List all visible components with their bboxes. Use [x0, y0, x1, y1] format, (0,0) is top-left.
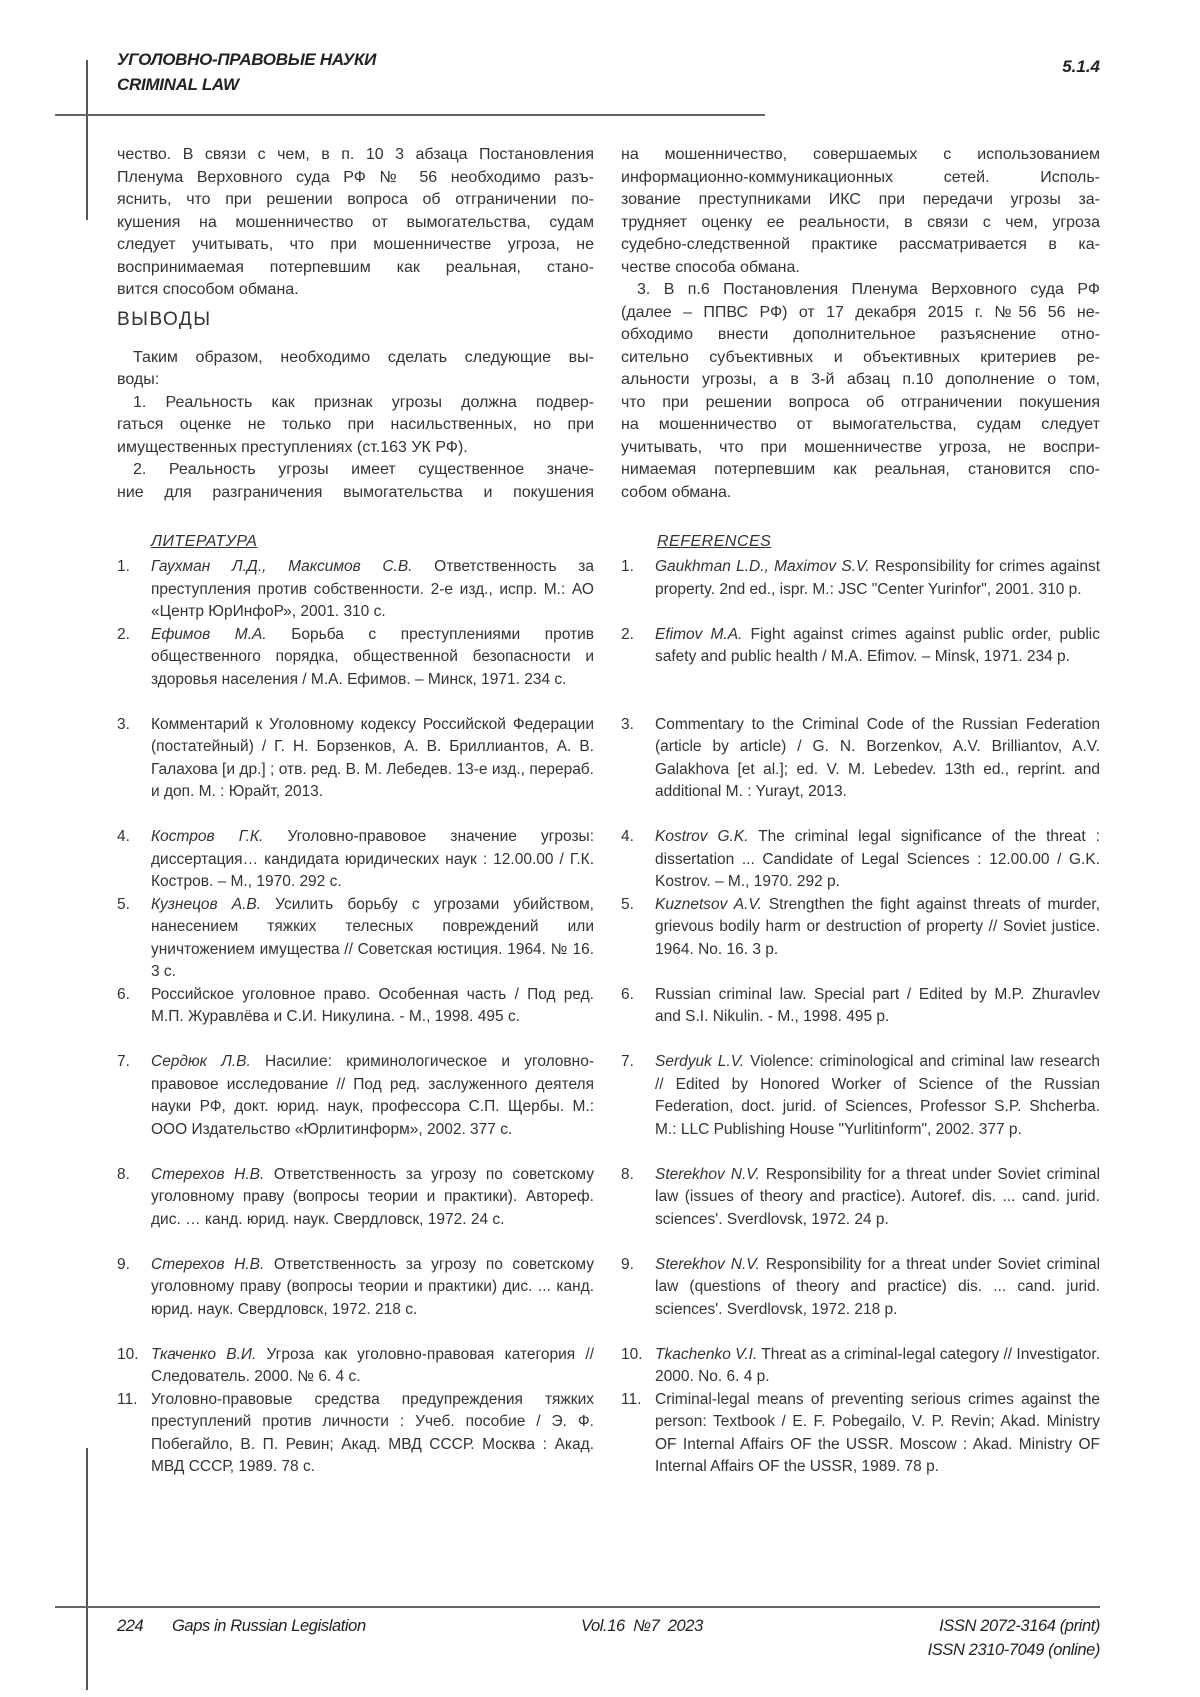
reference-author: Стерехов Н.В. [151, 1256, 264, 1273]
reference-number: 6. [621, 984, 655, 1052]
reference-author: Ефимов М.А. [151, 626, 267, 643]
reference-number: 6. [117, 984, 151, 1052]
reference-body: Responsibility for crimes against property. 2nd ed., ispr. M.: JSC "Center Yurinfor", 2001. 310 p. [655, 558, 1100, 598]
reference-number: 1. [621, 556, 655, 624]
text-line: следует учитывать, что при мошенничестве угроза, не [117, 234, 594, 257]
reference-author: Гаухман Л.Д., Максимов С.В. [151, 558, 412, 575]
section-heading: ВЫВОДЫ [117, 302, 594, 347]
reference-number: 9. [117, 1254, 151, 1344]
reference-body: Усилить борьбу с угрозами убийством, нанесением тяжких телесных повреждений или уничтожением имущества // Советская юстиция. 1964. № 16. 3 с. [151, 896, 594, 981]
reference-item-en [621, 1254, 1100, 1344]
reference-text [151, 1389, 594, 1502]
reference-body: Уголовно-правовое значение угрозы: диссертация… кандидата юридических наук : 12.00.00 / Г.К. Костров. – М., 1970. 292 с. [151, 828, 594, 890]
reference-text [655, 1344, 1100, 1389]
reference-number: 5. [117, 894, 151, 984]
reference-item-ru [117, 894, 594, 984]
reference-item-en [621, 624, 1100, 714]
reference-text [151, 894, 594, 984]
reference-text [655, 624, 1100, 714]
reference-text [655, 714, 1100, 827]
reference-body: Responsibility for a threat under Soviet criminal law (questions of theory and practice) dis. ... cand. jurid. sciences'. Sverdlovsk, 1972. 218 p. [655, 1256, 1100, 1318]
reference-text [655, 1164, 1100, 1254]
reference-item-ru [117, 556, 594, 624]
reference-item-en [621, 1344, 1100, 1389]
reference-item-en [621, 1164, 1100, 1254]
paragraph [621, 144, 1100, 279]
reference-text [151, 1344, 594, 1389]
reference-item-ru [117, 1051, 594, 1164]
reference-text [151, 984, 594, 1052]
paragraph [117, 144, 594, 302]
reference-body: Насилие: криминологическое и уголовно-правовое исследование // Под ред. заслуженного деятеля науки РФ, докт. юрид. наук, профессора С.П. Щербы. М.: ООО Издательство «Юрлитинформ», 2002. 377 с. [151, 1053, 594, 1138]
reference-number: 8. [117, 1164, 151, 1254]
text-line: зование преступниками ИКС при передачи угрозы за- [621, 189, 1100, 212]
text-line: честве способа обмана. [621, 257, 1100, 280]
paragraph [621, 279, 1100, 504]
text-line: воды: [117, 369, 594, 392]
reference-body: Ответственность за угрозу по советскому уголовному праву (вопросы теории и практики) дис. ... канд. юрид. наук. Свердловск, 1972. 218 с. [151, 1256, 594, 1318]
reference-number: 3. [621, 714, 655, 827]
reference-author: Serdyuk L.V. [655, 1053, 744, 1070]
text-line: обходимо внести дополнительное разъяснение отно- [621, 324, 1100, 347]
reference-text [151, 624, 594, 714]
journal-name: Gaps in Russian Legislation [172, 1617, 366, 1636]
reference-body: Fight against crimes against public order, public safety and public health / M.A. Efimov. – Minsk, 1971. 234 p. [655, 626, 1100, 666]
text-line: воспринимаемая потерпевшим как реальная, стано- [117, 257, 594, 280]
text-line: 1. Реальность как признак угрозы должна подвер- [117, 392, 594, 415]
section-code: 5.1.4 [1062, 57, 1100, 77]
text-line: альности угрозы, а в 3-й абзац п.10 дополнение о том, [621, 369, 1100, 392]
text-line: яснить, что при решении вопроса об отграничении по- [117, 189, 594, 212]
reference-body: Ответственность за угрозу по советскому уголовному праву (вопросы теории и практики). Автореф. дис. … канд. юрид. наук. Свердловск, 1972. 24 с. [151, 1166, 594, 1228]
reference-item-ru [117, 1344, 594, 1389]
reference-item-ru [117, 714, 594, 827]
reference-text [151, 714, 594, 827]
reference-body: Ответственность за преступления против собственности. 2-е изд., испр. М.: АО «Центр ЮрИнфоР», 2001. 310 с. [151, 558, 594, 620]
reference-author: Сердюк Л.В. [151, 1053, 251, 1070]
reference-text [655, 826, 1100, 894]
reference-author: Sterekhov N.V. [655, 1256, 760, 1273]
reference-text [151, 556, 594, 624]
text-line: что при решении вопроса об отграничении покушения [621, 392, 1100, 415]
reference-item-ru [117, 1164, 594, 1254]
footer-vertical-rule [86, 1448, 88, 1690]
text-line: гаться оценке не только при насильственных, но при [117, 414, 594, 437]
text-line: чество. В связи с чем, в п. 10 3 абзаца Постановления [117, 144, 594, 167]
reference-item-ru [117, 624, 594, 714]
reference-body: Commentary to the Criminal Code of the Russian Federation (article by article) / G. N. Borzenkov, A.V. Brilliantov, A.V. Galakhova [et al.]; ed. V. M. Lebedev. 13th ed., reprint. and additional M. : Yurayt, 2013. [655, 716, 1100, 801]
reference-number: 4. [621, 826, 655, 894]
reference-body: Threat as a criminal-legal category // Investigator. 2000. No. 6. 4 p. [655, 1346, 1100, 1386]
body-column-left [117, 144, 594, 504]
reference-number: 1. [117, 556, 151, 624]
text-line: нимаемая потерпевшим как реальная, становится спо- [621, 459, 1100, 482]
reference-item-en [621, 714, 1100, 827]
issn-print: ISSN 2072-3164 (print) [939, 1617, 1100, 1636]
body-column-right [621, 144, 1100, 504]
reference-number: 10. [621, 1344, 655, 1389]
reference-text [655, 1389, 1100, 1502]
reference-body: Responsibility for a threat under Soviet criminal law (issues of theory and practice). Autoref. dis. ... cand. jurid. sciences'. Sverdlovsk, 1972. 24 p. [655, 1166, 1100, 1228]
reference-text [151, 826, 594, 894]
reference-author: Стерехов Н.В. [151, 1166, 264, 1183]
text-line: учитывать, что при мошенничестве угроза, не воспри- [621, 437, 1100, 460]
reference-author: Kuznetsov A.V. [655, 896, 762, 913]
reference-text [655, 984, 1100, 1052]
text-line: Пленума Верховного суда РФ № 56 необходимо разъ- [117, 167, 594, 190]
reference-item-en [621, 1051, 1100, 1164]
reference-author: Efimov M.A. [655, 626, 742, 643]
reference-author: Kostrov G.K. [655, 828, 749, 845]
reference-text [655, 1051, 1100, 1164]
reference-text [151, 1051, 594, 1164]
footer-rule [55, 1606, 1100, 1608]
reference-number: 9. [621, 1254, 655, 1344]
text-line: (далее – ППВС РФ) от 17 декабря 2015 г. №56 56 не- [621, 302, 1100, 325]
references-heading-en: REFERENCES [657, 533, 771, 551]
reference-number: 8. [621, 1164, 655, 1254]
reference-number: 2. [117, 624, 151, 714]
text-line: собом обмана. [621, 482, 1100, 505]
reference-text [151, 1254, 594, 1344]
text-line: Таким образом, необходимо сделать следующие вы- [117, 347, 594, 370]
references-list [117, 556, 1100, 1501]
reference-body: Российское уголовное право. Особенная часть / Под ред. М.П. Журавлёва и С.И. Никулина. - М., 1998. 495 с. [151, 986, 594, 1026]
text-line: на мошенничество от вымогательства, судам следует [621, 414, 1100, 437]
reference-number: 2. [621, 624, 655, 714]
text-line: вится способом обмана. [117, 279, 594, 302]
reference-item-ru [117, 984, 594, 1052]
reference-body: Criminal-legal means of preventing serious crimes against the person: Textbook / E. F. Pobegailo, V. P. Revin; Akad. Ministry OF Internal Affairs OF the USSR. Moscow : Akad. Ministry OF Internal Affairs OF the USSR, 1989. 78 p. [655, 1391, 1100, 1476]
reference-number: 3. [117, 714, 151, 827]
page-number: 224 [117, 1617, 143, 1636]
reference-body: The criminal legal significance of the threat : dissertation ... Candidate of Legal Sciences : 12.00.00 / G.K. Kostrov. – M., 1970. 292 p. [655, 828, 1100, 890]
text-line: кушения на мошенничество от вымогательства, судам [117, 212, 594, 235]
paragraph [117, 459, 594, 504]
reference-number: 4. [117, 826, 151, 894]
text-line: информационно-коммуникационных сетей. Исполь- [621, 167, 1100, 190]
reference-item-en [621, 894, 1100, 984]
reference-number: 7. [621, 1051, 655, 1164]
paragraph [117, 392, 594, 460]
reference-author: Tkachenko V.I. [655, 1346, 757, 1363]
text-line: 2. Реальность угрозы имеет существенное значе- [117, 459, 594, 482]
reference-text [151, 1164, 594, 1254]
text-line: 3. В п.6 Постановления Пленума Верховного суда РФ [621, 279, 1100, 302]
reference-number: 11. [117, 1389, 151, 1502]
reference-number: 11. [621, 1389, 655, 1502]
header-title-en: CRIMINAL LAW [117, 75, 239, 95]
reference-item-en [621, 1389, 1100, 1502]
reference-body: Борьба с преступлениями против общественного порядка, общественной безопасности и здоровья населения / М.А. Ефимов. – Минск, 1971. 234 с. [151, 626, 594, 688]
reference-author: Костров Г.К. [151, 828, 263, 845]
reference-number: 5. [621, 894, 655, 984]
reference-item-en [621, 826, 1100, 894]
reference-item-ru [117, 1389, 594, 1502]
text-line: имущественных преступлениях (ст.163 УК РФ). [117, 437, 594, 460]
text-line: ние для разграничения вымогательства и покушения [117, 482, 594, 505]
reference-body: Уголовно-правовые средства предупреждения тяжких преступлений против личности : Учеб. пособие / Э. Ф. Побегайло, В. П. Ревин; Акад. МВД СССР. Москва : Акад. МВД СССР, 1989. 78 с. [151, 1391, 594, 1476]
text-line: судебно-следственной практике рассматривается в ка- [621, 234, 1100, 257]
reference-text [655, 556, 1100, 624]
reference-author: Кузнецов А.В. [151, 896, 261, 913]
header-title-ru: УГОЛОВНО-ПРАВОВЫЕ НАУКИ [117, 50, 376, 70]
references-heading-ru: ЛИТЕРАТУРА [151, 533, 257, 551]
text-line: трудняет оценку ее реальности, в связи с чем, угроза [621, 212, 1100, 235]
paragraph [117, 347, 594, 392]
text-line: на мошенничество, совершаемых с использованием [621, 144, 1100, 167]
reference-body: Комментарий к Уголовному кодексу Российской Федерации (постатейный) / Г. Н. Борзенков, А. В. Бриллиантов, А. В. Галахова [и др.] ; отв. ред. В. М. Лебедев. 13-е изд., перераб. и доп. М. : Юрайт, 2013. [151, 716, 594, 801]
reference-item-ru [117, 1254, 594, 1344]
reference-item-en [621, 556, 1100, 624]
reference-author: Sterekhov N.V. [655, 1166, 760, 1183]
issn-online: ISSN 2310-7049 (online) [928, 1641, 1100, 1660]
reference-body: Russian criminal law. Special part / Edited by M.P. Zhuravlev and S.I. Nikulin. - M., 1998. 495 p. [655, 986, 1100, 1026]
reference-number: 10. [117, 1344, 151, 1389]
reference-author: Gaukhman L.D., Maximov S.V. [655, 558, 870, 575]
reference-text [655, 1254, 1100, 1344]
reference-number: 7. [117, 1051, 151, 1164]
reference-body: Violence: criminological and criminal law research // Edited by Honored Worker of Science of the Russian Federation, doct. jurid. of Sciences, Professor S.P. Shcherba. M.: LLC Publishing House "Yurlitinform", 2002. 377 p. [655, 1053, 1100, 1138]
header-rule [55, 114, 765, 116]
reference-body: Угроза как уголовно-правовая категория // Следователь. 2000. № 6. 4 с. [151, 1346, 594, 1386]
reference-body: Strengthen the fight against threats of murder, grievous bodily harm or destruction of property // Soviet justice. 1964. No. 16. 3 p. [655, 896, 1100, 958]
reference-author: Ткаченко В.И. [151, 1346, 256, 1363]
reference-text [655, 894, 1100, 984]
reference-item-en [621, 984, 1100, 1052]
header-vertical-rule [86, 60, 88, 220]
reference-item-ru [117, 826, 594, 894]
issue-info: Vol.16 №7 2023 [581, 1617, 703, 1636]
text-line: сительно субъективных и объективных критериев ре- [621, 347, 1100, 370]
